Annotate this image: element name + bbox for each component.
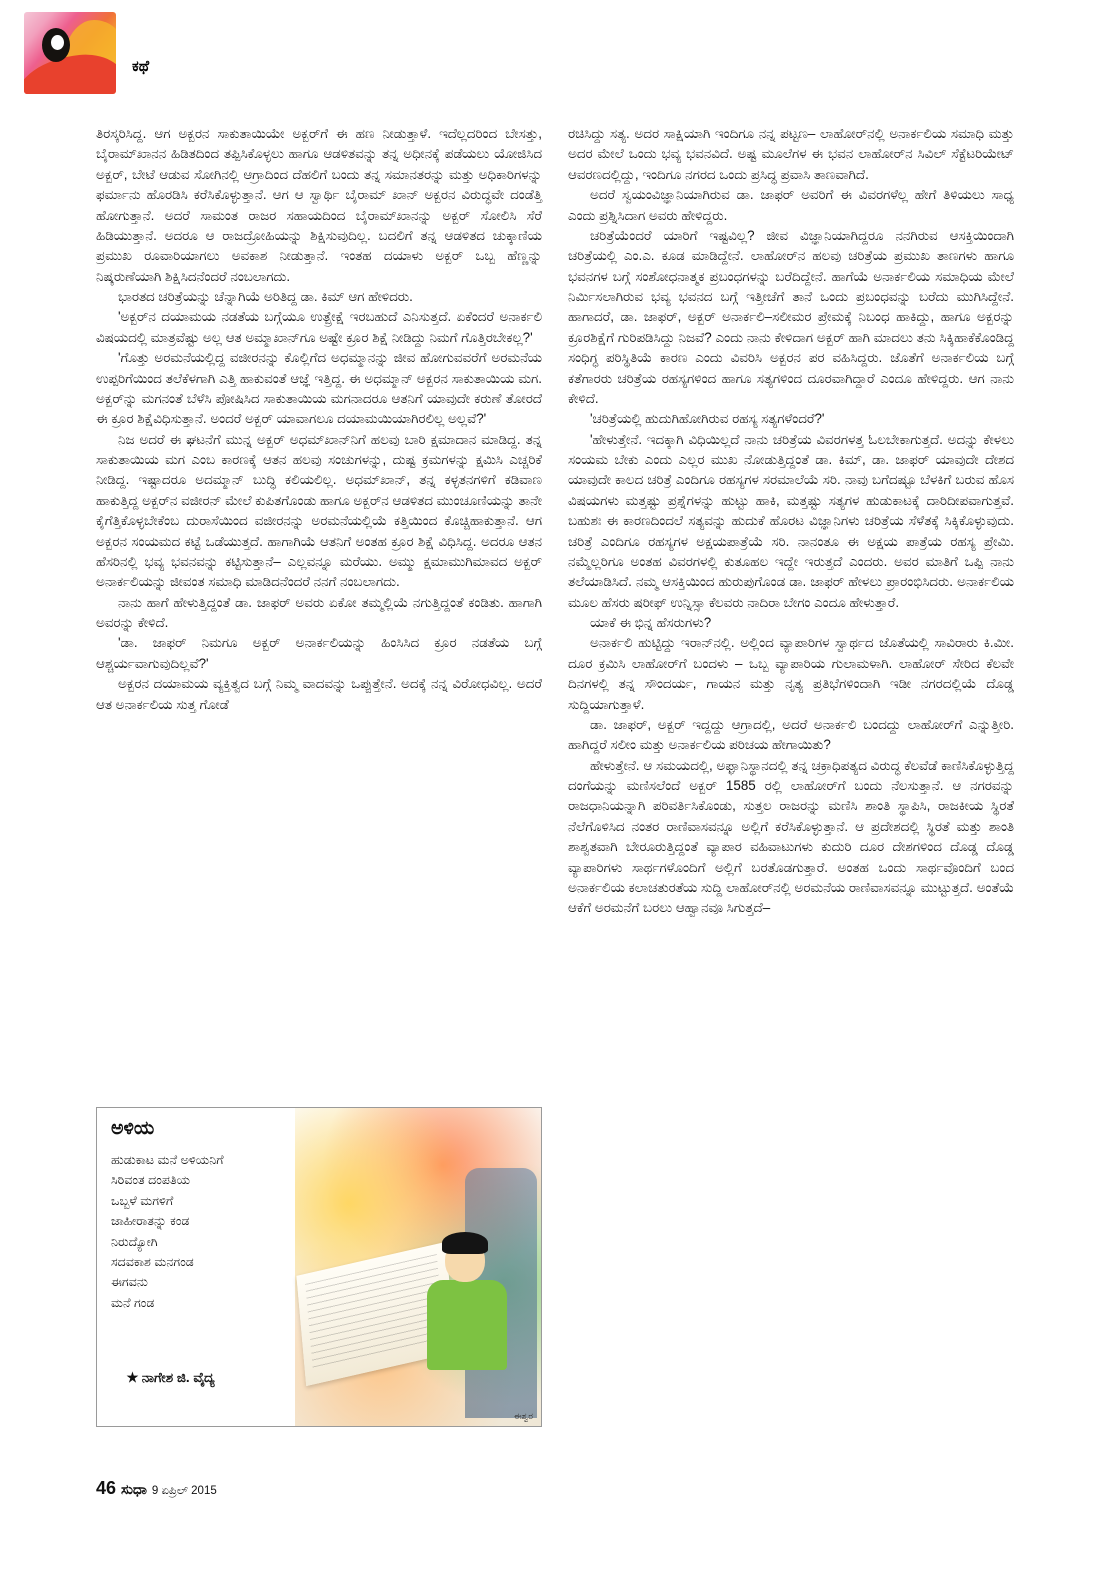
poem-line: ಜಾಹೀರಾತನ್ನು ಕಂಡ	[111, 1214, 190, 1229]
paragraph: 'ಅಕ್ಬರ್‌ನ ದಯಾಮಯ ನಡತೆಯ ಬಗ್ಗೆಯೂ ಉತ್ಪ್ರೇಕ್ಷೆ ಇರಬಹುದೆ ಎನಿಸುತ್ತದೆ. ಏಕೆಂದರೆ ಅನಾರ್ಕಲಿ ವಿಷಯದಲ್ಲಿ ಮಾತ್ರವೆಷ್ಟು ಅಲ್ಲ ಆತ ಅಮ್ಮಾಖಾನ್‌ಗೂ ಅಷ್ಟೇ ಕ್ರೂರ ಶಿಕ್ಷೆ ನೀಡಿದ್ದು ನಿಮಗೆ ಗೊತ್ತಿರಬೇಕಲ್ಲ?'	[96, 309, 542, 345]
poem-illustration	[295, 1108, 541, 1426]
poem-line: ಸದವಕಾಶ ಮನಗಂಡ	[111, 1254, 194, 1269]
poem-line: ಒಬ್ಬಳೆ ಮಗಳಿಗೆ	[111, 1193, 174, 1208]
logo-shape-red	[24, 50, 116, 94]
poem-illustration-box	[96, 1107, 542, 1427]
illustration-person-hair	[442, 1232, 488, 1254]
paragraph: ತಿರಸ್ಕರಿಸಿದ್ದ. ಆಗ ಅಕ್ಬರನ ಸಾಕುತಾಯಿಯೇ ಅಕ್ಬರ್‌ಗೆ ಈ ಹಣ ನೀಡುತ್ತಾಳೆ. ಇದೆಲ್ಲದರಿಂದ ಬೇಸತ್ತು, ಬೈರಾಮ್‌ಖಾನನ ಹಿಡಿತದಿಂದ ತಪ್ಪಿಸಿಕೊಳ್ಳಲು ಹಾಗೂ ಆಡಳಿತವನ್ನು ತನ್ನ ಅಧೀನಕ್ಕೆ ಪಡೆಯಲು ಯೋಜಿಸಿದ ಅಕ್ಬರ್, ಬೇಟೆ ಆಡುವ ಸೋಗಿನಲ್ಲಿ ಆಗ್ರಾದಿಂದ ದೆಹಲಿಗೆ ಬಂದು ತನ್ನ ಸಮಾನತರನ್ನು ಮತ್ತು ಅಧಿಕಾರಿಗಳನ್ನು ಫರ್ಮಾನು ಹೊರಡಿಸಿ ಕರೆಸಿಕೊಳ್ಳುತ್ತಾನೆ. ಆಗ ಆ ಸ್ವಾರ್ಥಿ ಬೈರಾಮ್ ಖಾನ್ ಅಕ್ಬರನ ವಿರುದ್ಧವೇ ದಂಡೆತ್ತಿ ಹೋಗುತ್ತಾನೆ. ಅದರೆ ಸಾಮಂತ ರಾಜರ ಸಹಾಯದಿಂದ ಬೈರಾಮ್‌ಖಾನನ್ನು ಅಕ್ಬರ್ ಸೋಲಿಸಿ ಸೆರೆ ಹಿಡಿಯುತ್ತಾನೆ. ಅದರೂ ಆ ರಾಜದ್ರೋಹಿಯನ್ನು ಶಿಕ್ಷಿಸುವುದಿಲ್ಲ. ಬದಲಿಗೆ ತನ್ನ ಆಡಳಿತದ ಚುಕ್ಕಾಣಿಯ ಪ್ರಮುಖ ರೂವಾರಿಯಾಗಲು ಅವಕಾಶ ನೀಡುತ್ತಾನೆ. ಇಂತಹ ದಯಾಳು ಅಕ್ಬರ್ ಒಬ್ಬ ಹೆಣ್ಣನ್ನು ನಿಷ್ಕರುಣೆಯಾಗಿ ಶಿಕ್ಷಿಸಿದನೆಂದರೆ ನಂಬಲಾಗದು.	[96, 126, 542, 284]
right-text-column	[568, 124, 1014, 919]
paragraph: ಚರಿತ್ರೆಯೆಂದರೆ ಯಾರಿಗೆ ಇಷ್ಟವಿಲ್ಲ? ಜೀವ ವಿಜ್ಞಾನಿಯಾಗಿದ್ದರೂ ನನಗಿರುವ ಆಸಕ್ತಿಯಿಂದಾಗಿ ಚರಿತ್ರೆಯಲ್ಲಿ ಎಂ.ಎ. ಕೂಡ ಮಾಡಿದ್ದೇನೆ. ಲಾಹೋರ್‌ನ ಹಲವು ಚರಿತ್ರೆಯ ಪ್ರಮುಖ ತಾಣಗಳು ಹಾಗೂ ಭವನಗಳ ಬಗ್ಗೆ ಸಂಶೋಧನಾತ್ಮಕ ಪ್ರಬಂಧಗಳನ್ನು ಬರೆದಿದ್ದೇನೆ. ಹಾಗೆಯೆ ಅನಾರ್ಕಲಿಯ ಸಮಾಧಿಯ ಮೇಲೆ ನಿರ್ಮಿಸಲಾಗಿರುವ ಭವ್ಯ ಭವನದ ಬಗ್ಗೆ ಇತ್ತೀಚೆಗೆ ತಾನೆ ಒಂದು ಪ್ರಬಂಧವನ್ನು ಬರೆದು ಮುಗಿಸಿದ್ದೇನೆ. ಹಾಗಾದರೆ, ಡಾ. ಜಾಫರ್, ಅಕ್ಬರ್ ಅನಾರ್ಕಲಿ–ಸಲೀಮರ ಪ್ರೇಮಕ್ಕೆ ನಿಬಂಧ ಹಾಕಿದ್ದು, ಹಾಗೂ ಅಕ್ಬರನ್ನು ಕ್ರೂರಶಿಕ್ಷೆಗೆ ಗುರಿಪಡಿಸಿದ್ದು ನಿಜವೆ? ಎಂದು ನಾನು ಕೇಳಿದಾಗ ಅಕ್ಬರ್ ಹಾಗಿ ಮಾದಲು ತನು ಸಿಕ್ಕಿಹಾಕೆಕೊಂಡಿದ್ದ ಸಂಧಿಗ್ಧ ಪರಿಸ್ಥಿತಿಯೆ ಕಾರಣ ಎಂದು ವಿವರಿಸಿ ಅಕ್ಬರನ ಪರ ವಹಿಸಿದ್ದರು. ಜೊತೆಗೆ ಅನಾರ್ಕಲಿಯ ಬಗ್ಗೆ ಕತೆಗಾರರು ಚರಿತ್ರೆಯ ರಹಸ್ಯಗಳಿಂದ ಹಾಗೂ ಸತ್ಯಗಳಿಂದ ದೂರವಾಗಿದ್ದಾರೆ ಎಂದೂ ಹೇಳಿದ್ದರು. ಆಗ ನಾನು ಕೇಳಿದೆ.	[568, 227, 1014, 406]
poem-line: ಈಗವನು	[111, 1275, 148, 1290]
paragraph: ನಾನು ಹಾಗೆ ಹೇಳುತ್ತಿದ್ದಂತೆ ಡಾ. ಜಾಫರ್ ಅವರು ಏಕೋ ತಮ್ಮಲ್ಲಿಯೆ ನಗುತ್ತಿದ್ದಂತೆ ಕಂಡಿತು. ಹಾಗಾಗಿ ಅವರನ್ನು ಕೇಳಿದೆ.	[96, 594, 542, 630]
page-number: 46	[96, 1478, 117, 1498]
poem-line: ಸಿರಿವಂತ ದಂಪತಿಯ	[111, 1173, 191, 1188]
page-footer	[96, 1478, 217, 1499]
poem-title: ಅಳಿಯ	[111, 1118, 155, 1139]
paragraph: 'ಚರಿತ್ರೆಯಲ್ಲಿ ಹುದುಗಿಹೋಗಿರುವ ರಹಸ್ಯ ಸತ್ಯಗಳೆಂದರೆ?'	[590, 411, 825, 427]
left-text-column	[96, 124, 542, 715]
paragraph: ಡಾ. ಜಾಫರ್, ಅಕ್ಬರ್ ಇದ್ದದ್ದು ಆಗ್ರಾದಲ್ಲಿ, ಅದರೆ ಅನಾರ್ಕಲಿ ಬಂದದ್ದು ಲಾಹೋರ್‌ಗೆ ಎನ್ನುತ್ತೀರಿ. ಹಾಗಿದ್ದರೆ ಸಲೀಂ ಮತ್ತು ಅನಾರ್ಕಲಿಯ ಪರಿಚಯ ಹೇಗಾಯಿತು?	[568, 716, 1014, 753]
poem-line: ಹುಡುಕಾಟ ಮನೆ ಅಳಿಯನಿಗೆ	[111, 1153, 224, 1167]
paragraph: ಅದರೆ ಸ್ವಯಂವಿಜ್ಞಾನಿಯಾಗಿರುವ ಡಾ. ಜಾಫರ್ ಅವರಿಗೆ ಈ ವಿವರಗಳೆಲ್ಲ ಹೇಗೆ ತಿಳಿಯಲು ಸಾಧ್ಯ ಎಂದು ಪ್ರಶ್ನಿಸಿದಾಗ ಅವರು ಹೇಳಿದ್ದರು.	[568, 187, 1014, 223]
page-header	[0, 0, 1110, 108]
logo-shape-white	[51, 35, 64, 50]
paragraph: ಭಾರತದ ಚರಿತ್ರೆಯನ್ನು ಚೆನ್ನಾಗಿಯೆ ಅರಿತಿದ್ದ ಡಾ. ಕಿಮ್ ಆಗ ಹೇಳಿದರು.	[118, 289, 413, 304]
paragraph: ಹೇಳುತ್ತೇನೆ. ಆ ಸಮಯದಲ್ಲಿ, ಅಫ್ಘಾನಿಸ್ಥಾನದಲ್ಲಿ ತನ್ನ ಚಕ್ರಾಧಿಪತ್ಯದ ವಿರುದ್ಧ ಕೆಲವೆಡೆ ಕಾಣಿಸಿಕೊಳ್ಳುತ್ತಿದ್ದ ದಂಗೆಯನ್ನು ಮಣಿಸಲೆಂದೆ ಅಕ್ಬರ್ 1585 ರಲ್ಲಿ ಲಾಹೋರ್‌ಗೆ ಬಂದು ನೆಲಸುತ್ತಾನೆ. ಆ ನಗರವನ್ನು ರಾಜಧಾನಿಯನ್ನಾಗಿ ಪರಿವರ್ತಿಸಿಕೊಂಡು, ಸುತ್ತಲ ರಾಜರನ್ನು ಮಣಿಸಿ ಶಾಂತಿ ಸ್ಥಾಪಿಸಿ, ರಾಜಕೀಯ ಸ್ಥಿರತೆ ನೆಲೆಗೊಳಿಸಿದ ನಂತರ ರಾಣಿವಾಸವನ್ನೂ ಅಲ್ಲಿಗೆ ಕರೆಸಿಕೊಳ್ಳುತ್ತಾನೆ. ಆ ಪ್ರದೇಶದಲ್ಲಿ ಸ್ಥಿರತೆ ಮತ್ತು ಶಾಂತಿ ಶಾಶ್ವತವಾಗಿ ಬೇರೂರುತ್ತಿದ್ದಂತೆ ವ್ಯಾಪಾರ ವಹಿವಾಟುಗಳು ಕುದುರಿ ದೂರ ದೇಶಗಳಿಂದ ದೊಡ್ಡ ದೊಡ್ಡ ವ್ಯಾಪಾರಿಗಳು ಸಾರ್ಥಗಳೊಂದಿಗೆ ಅಲ್ಲಿಗೆ ಬರತೊಡಗುತ್ತಾರೆ. ಅಂತಹ ಒಂದು ಸಾರ್ಥವೊಂದಿಗೆ ಬಂದ ಅನಾರ್ಕಲಿಯ ಕಲಾಚತುರತೆಯ ಸುದ್ದಿ ಲಾಹೋರ್‌ನಲ್ಲಿ ಅರಮನೆಯ ರಾಣಿವಾಸವನ್ನೂ ಮುಟ್ಟುತ್ತದೆ. ಅಂತೆಯೆ ಆಕೆಗೆ ಅರಮನೆಗೆ ಬರಲು ಆಹ್ವಾನವೂ ಸಿಗುತ್ತದೆ–	[568, 757, 1014, 916]
paragraph: 'ಹೇಳುತ್ತೇನೆ. ಇದಕ್ಕಾಗಿ ವಿಧಿಯಿಲ್ಲದೆ ನಾನು ಚರಿತ್ರೆಯ ವಿವರಗಳತ್ತ ಓಲಬೇಕಾಗುತ್ತದೆ. ಅದನ್ನು ಕೇಳಲು ಸಂಯಮ ಬೇಕು ಎಂದು ಎಲ್ಲರ ಮುಖ ನೋಡುತ್ತಿದ್ದಂತೆ ಡಾ. ಕಿಮ್, ಡಾ. ಜಾಫರ್ ಯಾವುದೇ ದೇಶದ ಯಾವುದೇ ಕಾಲದ ಚರಿತ್ರೆ ಎಂದಿಗೂ ರಹಸ್ಯಗಳ ಸರಮಾಲೆಯೆ ಸರಿ. ನಾವು ಬಗೆದಷ್ಟೂ ಬೆಳಕಿಗೆ ಬರುವ ಹೊಸ ವಿಷಯಗಳು ಮತ್ತಷ್ಟು ಪ್ರಶ್ನೆಗಳನ್ನು ಹುಟ್ಟು ಹಾಕಿ, ಮತ್ತಷ್ಟು ಸತ್ಯಗಳ ಹುಡುಕಾಟಕ್ಕೆ ದಾರಿದೀಪವಾಗುತ್ತವೆ. ಬಹುಶಃ ಈ ಕಾರಣದಿಂದಲೆ ಸತ್ಯವನ್ನು ಹುದುಕೆ ಹೊರಟ ವಿಜ್ಞಾನಿಗಳು ಚರಿತ್ರೆಯ ಸೆಳೆತಕ್ಕೆ ಸಿಕ್ಕಿಕೊಳ್ಳುವುದು. ಚರಿತ್ರೆ ಎಂದಿಗೂ ರಹಸ್ಯಗಳ ಅಕ್ಷಯಪಾತ್ರೆಯೆ ಸರಿ. ನಾನಂತೂ ಈ ಅಕ್ಷಯ ಪಾತ್ರೆಯ ರಹಸ್ಯ ಪ್ರೇಮಿ. ನಮ್ಮೆಲ್ಲರಿಗೂ ಅಂತಹ ವಿವರಗಳಲ್ಲಿ ಕುತೂಹಲ ಇದ್ದೇ ಇರುತ್ತದೆ ಎಂದರು. ಅವರ ಮಾತಿಗೆ ಒಪ್ಪಿ ನಾನು ತಲೆಯಾಡಿಸಿದೆ. ನಮ್ಮ ಆಸಕ್ತಿಯಿಂದ ಹುರುಪುಗೊಂಡ ಡಾ. ಜಾಫರ್ ಹೇಳಲು ಪ್ರಾರಂಭಿಸಿದರು. ಅನಾರ್ಕಲಿಯ ಮೂಲ ಹೆಸರು ಷರೀಫ್ ಉನ್ನಿಸ್ಸಾ ಕೆಲವರು ನಾದಿರಾ ಬೇಗಂ ಎಂದೂ ಹೇಳುತ್ತಾರೆ.	[568, 431, 1014, 610]
illustration-person-body	[427, 1280, 507, 1370]
paragraph: ಯಾಕೆ ಈ ಭಿನ್ನ ಹೆಸರುಗಳು?	[590, 615, 712, 630]
poem-line: ಮನೆ ಗಂಡ	[111, 1295, 155, 1310]
section-label: ಕಥೆ	[132, 58, 150, 75]
issue-date: 9 ಏಪ್ರಿಲ್ 2015	[151, 1485, 217, 1497]
illustration-credit: ಈಶ್ವರ	[513, 1411, 533, 1421]
poem-author: ★ ನಾಗೇಶ ಜಿ. ವೈದ್ಯ	[127, 1370, 215, 1385]
paragraph: ಅಕ್ಬರನ ದಯಾಮಯ ವ್ಯಕ್ತಿತ್ವದ ಬಗ್ಗೆ ನಿಮ್ಮ ವಾದವನ್ನು ಒಪ್ಪುತ್ತೇನೆ. ಅದಕ್ಕೆ ನನ್ನ ವಿರೋಧವಿಲ್ಲ. ಅದರೆ ಆತ ಅನಾರ್ಕಲಿಯ ಸುತ್ತ ಗೋಡೆ	[96, 676, 542, 712]
paragraph: 'ಡಾ. ಜಾಫರ್ ನಿಮಗೂ ಅಕ್ಬರ್ ಅನಾರ್ಕಲಿಯನ್ನು ಹಿಂಸಿಸಿದ ಕ್ರೂರ ನಡತೆಯ ಬಗ್ಗೆ ಆಶ್ಚರ್ಯವಾಗುವುದಿಲ್ಲವೆ?'	[96, 635, 542, 671]
paragraph: ನಿಜ ಅದರೆ ಈ ಘಟನೆಗೆ ಮುನ್ನ ಅಕ್ಬರ್ ಅಧಮ್‌ಖಾನ್‌ನಿಗೆ ಹಲವು ಬಾರಿ ಕ್ಷಮಾದಾನ ಮಾಡಿದ್ದ. ತನ್ನ ಸಾಕುತಾಯಿಯ ಮಗ ಎಂಬ ಕಾರಣಕ್ಕೆ ಆತನ ಹಲವು ಸಂಚುಗಳನ್ನು, ದುಷ್ಟ ಕ್ರಮಗಳನ್ನು ಕ್ಷಮಿಸಿ ಎಚ್ಚರಿಕೆ ನೀಡಿದ್ದ. ಇಷ್ಟಾದರೂ ಅದಮ್ಮಾನ್ ಬುದ್ಧಿ ಕಲಿಯಲಿಲ್ಲ. ಅಧಮ್‌ಖಾನ್, ತನ್ನ ಕಳ್ಳತನಗಳಿಗೆ ಕಡಿವಾಣ ಹಾಕುತ್ತಿದ್ದ ಅಕ್ಬರ್‌ನ ವಜೀರನ್ ಮೇಲೆ ಕುಪಿತಗೊಂಡು ಹಾಗೂ ಅಕ್ಬರ್‌ನ ಆಡಳಿತದ ಮುಂಚೂಣಿಯನ್ನು ತಾನೇ ಕೈಗೆತ್ತಿಕೊಳ್ಳಬೇಕೆಂಬ ದುರಾಸೆಯಿಂದ ವಜೀರನನ್ನು ಅರಮನೆಯಲ್ಲಿಯೆ ಕತ್ತಿಯಿಂದ ಕೊಚ್ಚಿಹಾಕುತ್ತಾನೆ. ಆಗ ಅಕ್ಬರನ ಸಂಯಮದ ಕಟ್ಟೆ ಒಡೆಯುತ್ತದೆ. ಹಾಗಾಗಿಯೆ ಆತನಿಗೆ ಅಂತಹ ಕ್ರೂರ ಶಿಕ್ಷೆ ವಿಧಿಸಿದ್ದ. ಅದರೂ ಆತನ ಹೆಸರಿನಲ್ಲಿ ಭವ್ಯ ಭವನವನ್ನು ಕಟ್ಟಿಸುತ್ತಾನೆ– ಎಲ್ಲವನ್ನೂ ಮರೆಯು. ಅಮ್ಮು ಕ್ಷಮಾಮುಗಿಮಾವದ ಅಕ್ಬರ್ ಅನಾರ್ಕಲಿಯನ್ನು ಜೀವಂತ ಸಮಾಧಿ ಮಾಡಿದನೆಂದರೆ ನನಗೆ ನಂಬಲಾಗದು.	[96, 431, 542, 590]
paragraph: ಅನಾರ್ಕಲಿ ಹುಟ್ಟಿದ್ದು ಇರಾನ್‌ನಲ್ಲಿ. ಅಲ್ಲಿಂದ ವ್ಯಾಪಾರಿಗಳ ಸ್ವಾರ್ಥದ ಜೊತೆಯಲ್ಲಿ ಸಾವಿರಾರು ಕಿ.ಮೀ. ದೂರ ಕ್ರಮಿಸಿ ಲಾಹೋರ್‌ಗೆ ಬಂದಳು – ಒಬ್ಬ ವ್ಯಾಪಾರಿಯ ಗುಲಾಮಳಾಗಿ. ಲಾಹೋರ್ ಸೇರಿದ ಕೆಲವೇ ದಿನಗಳಲ್ಲಿ ತನ್ನ ಸೌಂದರ್ಯ, ಗಾಯನ ಮತ್ತು ನೃತ್ಯ ಪ್ರತಿಭೆಗಳಿಂದಾಗಿ ಇಡೀ ನಗರದಲ್ಲಿಯೆ ದೊಡ್ಡ ಸುದ್ದಿಯಾಗುತ್ತಾಳೆ.	[568, 635, 1014, 712]
magazine-logo-icon	[24, 12, 116, 94]
paragraph: ರಚಿಸಿದ್ದು ಸತ್ಯ. ಅದರ ಸಾಕ್ಷಿಯಾಗಿ ಇಂದಿಗೂ ನನ್ನ ಪಟ್ಟಣ– ಲಾಹೋರ್‌ನಲ್ಲಿ ಅನಾರ್ಕಲಿಯ ಸಮಾಧಿ ಮತ್ತು ಅದರ ಮೇಲೆ ಒಂದು ಭವ್ಯ ಭವನವಿದೆ. ಅಷ್ಟ ಮೂಲೆಗಳ ಈ ಭವನ ಲಾಹೋರ್‌ನ ಸಿವಿಲ್ ಸೆಕ್ಟೆಟರಿಯೇಟ್ ಆವರಣದಲ್ಲಿದ್ದು, ಇಂದಿಗೂ ನಗರದ ಒಂದು ಪ್ರಸಿದ್ಧ ಪ್ರವಾಸಿ ತಾಣವಾಗಿದೆ.	[568, 126, 1014, 182]
magazine-name: ಸುಧಾ	[121, 1481, 147, 1497]
paragraph: 'ಗೊತ್ತು ಅರಮನೆಯಲ್ಲಿದ್ದ ವಜೀರನನ್ನು ಕೊಲ್ಲಿಗೆದ ಅಧಮ್ಮಾನನ್ನು ಜೀವ ಹೋಗುವವರೆಗೆ ಅರಮನೆಯ ಉಪ್ಪರಿಗೆಯಿಂದ ತಲೆಕೆಳಗಾಗಿ ಎತ್ತಿ ಹಾಕುವಂತೆ ಆಜ್ಞೆ ಇತ್ತಿದ್ದ. ಈ ಅಧಮ್ಮಾನ್ ಅಕ್ಬರನ ಸಾಕುತಾಯಿಯ ಮಗ. ಅಕ್ಬರ್‌ನ್ನು ಮಗನಂತೆ ಬೆಳೆಸಿ ಪೋಷಿಸಿದ ಸಾಕುತಾಯಿಯ ಮಗನಾದರೂ ಆತನಿಗೆ ಯಾವುದೇ ಕರುಣೆ ತೋರದೆ ಈ ಕ್ರೂರ ಶಿಕ್ಷೆವಿಧಿಸುತ್ತಾನೆ. ಅಂದರೆ ಅಕ್ಬರ್ ಯಾವಾಗಲೂ ದಯಾಮಯಿಯಾಗಿರಲಿಲ್ಲ ಅಲ್ಲವೆ?'	[96, 350, 542, 427]
poem-line: ನಿರುದ್ಯೋಗಿ	[111, 1234, 158, 1249]
poem-body	[111, 1150, 301, 1313]
